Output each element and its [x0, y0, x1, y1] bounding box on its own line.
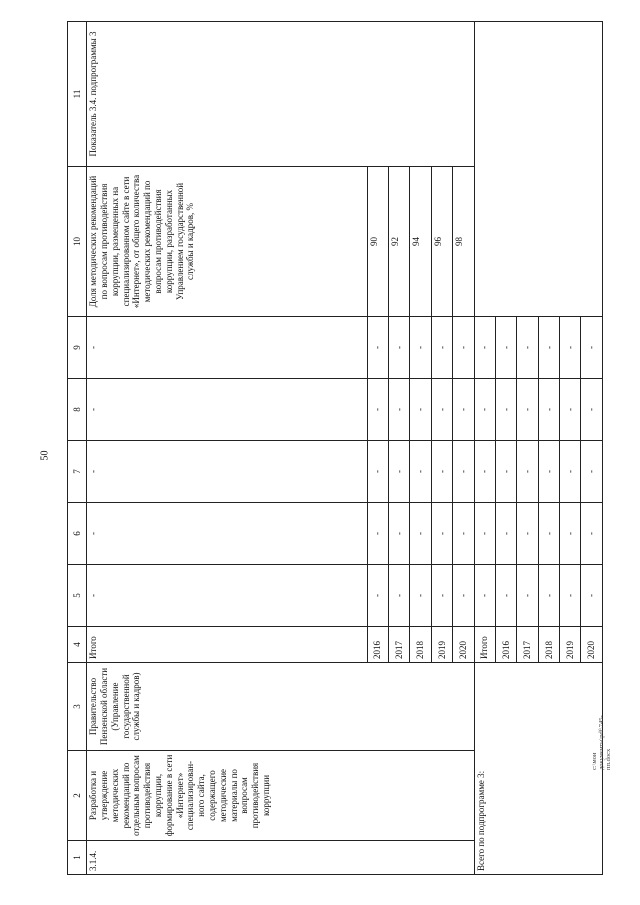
- year-cell: 2017: [517, 627, 538, 663]
- value-cell: -: [517, 503, 538, 565]
- value-cell: -: [581, 565, 603, 627]
- value-cell: -: [431, 317, 452, 379]
- value-cell: -: [581, 441, 603, 503]
- value-cell: -: [474, 379, 495, 441]
- value-cell: -: [367, 441, 388, 503]
- value-cell: -: [538, 441, 559, 503]
- total-label: Итого: [87, 627, 367, 663]
- year-cell: 2018: [410, 627, 431, 663]
- value-cell: -: [367, 379, 388, 441]
- value-cell: -: [410, 503, 431, 565]
- value-cell: -: [474, 441, 495, 503]
- value-cell: -: [453, 565, 474, 627]
- program-table: [67, 21, 603, 875]
- year-cell: 2020: [581, 627, 603, 663]
- value-cell: -: [495, 379, 516, 441]
- column-number-row: [68, 22, 87, 875]
- document-frame: [67, 22, 603, 875]
- value-cell: -: [87, 565, 367, 627]
- value-cell: -: [410, 379, 431, 441]
- col-header: 3: [68, 663, 87, 751]
- value-cell: -: [410, 317, 431, 379]
- value-cell: -: [388, 317, 409, 379]
- year-cell: 2019: [431, 627, 452, 663]
- year-cell: 2020: [453, 627, 474, 663]
- year-cell: 2017: [388, 627, 409, 663]
- value-cell: -: [517, 379, 538, 441]
- activity-description: Разработка и утверждение методических рекомендаций по отдельным вопросам противодействия коррупции, формирование в сети «Интернет» специализирован-ного сайта, содержащего методические материалы по вопросам противодействия коррупции: [87, 751, 474, 841]
- col-header: 5: [68, 565, 87, 627]
- col-header: 8: [68, 379, 87, 441]
- value-cell: -: [431, 441, 452, 503]
- value-cell: -: [87, 441, 367, 503]
- value-cell: -: [474, 503, 495, 565]
- value-cell: -: [581, 503, 603, 565]
- col-header: 11: [68, 22, 87, 167]
- value-cell: -: [560, 379, 581, 441]
- activity-main-row: [87, 22, 367, 875]
- subtotal-row: [474, 22, 495, 875]
- value-cell: -: [388, 503, 409, 565]
- page-number: 50: [39, 450, 51, 461]
- value-cell: -: [474, 317, 495, 379]
- value-cell: -: [388, 565, 409, 627]
- value-cell: -: [581, 379, 603, 441]
- indicator-value: 96: [431, 167, 452, 317]
- indicator-value: 94: [410, 167, 431, 317]
- year-cell: 2019: [560, 627, 581, 663]
- value-cell: -: [87, 317, 367, 379]
- year-cell: 2016: [495, 627, 516, 663]
- value-cell: -: [560, 317, 581, 379]
- value-cell: -: [495, 503, 516, 565]
- year-cell: 2018: [538, 627, 559, 663]
- subtotal-empty: [474, 22, 602, 317]
- value-cell: -: [367, 565, 388, 627]
- value-cell: -: [87, 503, 367, 565]
- value-cell: -: [517, 441, 538, 503]
- col-header: 4: [68, 627, 87, 663]
- rotated-table-wrapper: [67, 22, 603, 875]
- indicator-name: Доля методических рекомендаций по вопросам противодействия коррупции, размещенных на специализированном сайте в сети «Интернет», от общего количества методических рекомендаций по вопросам противодействия коррупции, разработанных Управлением государственной службы и кадров, %: [87, 167, 367, 317]
- value-cell: -: [388, 441, 409, 503]
- value-cell: -: [410, 441, 431, 503]
- col-header: 2: [68, 751, 87, 841]
- activity-executor: Правительство Пензенской области (Управление государственной службы и кадров): [87, 663, 474, 751]
- value-cell: -: [453, 379, 474, 441]
- value-cell: -: [581, 317, 603, 379]
- value-cell: -: [538, 317, 559, 379]
- value-cell: -: [453, 441, 474, 503]
- indicator-ref: Показатель 3.4. подпрограммы 3: [87, 22, 474, 167]
- col-header: 6: [68, 503, 87, 565]
- value-cell: -: [431, 565, 452, 627]
- total-label: Итого: [474, 627, 495, 663]
- indicator-value: 90: [367, 167, 388, 317]
- value-cell: -: [560, 565, 581, 627]
- value-cell: -: [517, 317, 538, 379]
- value-cell: -: [410, 565, 431, 627]
- value-cell: -: [474, 565, 495, 627]
- value-cell: -: [367, 503, 388, 565]
- value-cell: -: [431, 379, 452, 441]
- value-cell: -: [495, 565, 516, 627]
- subtotal-label: Всего по подпрограмме 3:: [474, 663, 602, 875]
- value-cell: -: [388, 379, 409, 441]
- col-header: 10: [68, 167, 87, 317]
- indicator-value: 98: [453, 167, 474, 317]
- indicator-value: 92: [388, 167, 409, 317]
- value-cell: -: [538, 379, 559, 441]
- value-cell: -: [517, 565, 538, 627]
- value-cell: -: [453, 317, 474, 379]
- row-number: 3.1.4.: [87, 841, 474, 875]
- value-cell: -: [431, 503, 452, 565]
- value-cell: -: [560, 441, 581, 503]
- col-header: 9: [68, 317, 87, 379]
- year-cell: 2016: [367, 627, 388, 663]
- col-header: 7: [68, 441, 87, 503]
- value-cell: -: [538, 503, 559, 565]
- value-cell: -: [87, 379, 367, 441]
- value-cell: -: [367, 317, 388, 379]
- value-cell: -: [495, 441, 516, 503]
- col-header: 1: [68, 841, 87, 875]
- value-cell: -: [538, 565, 559, 627]
- value-cell: -: [453, 503, 474, 565]
- value-cell: -: [495, 317, 516, 379]
- value-cell: -: [560, 503, 581, 565]
- footer-file-path: c:\мои документы\pdf\745-пп.docx: [591, 715, 612, 770]
